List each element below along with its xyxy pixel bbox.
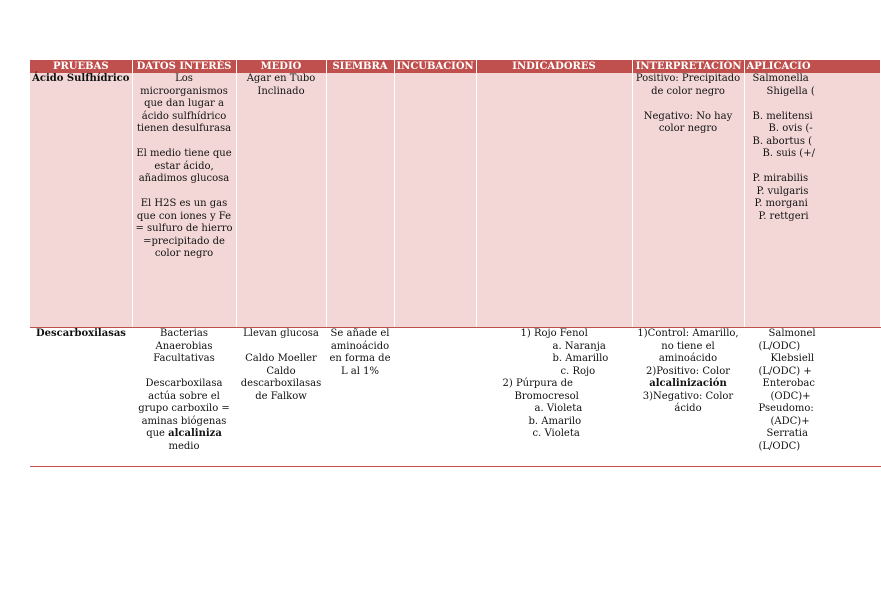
medio-line: Caldo descarboxilasas de Falkow (240, 365, 322, 402)
indicador-line: a. Violeta (534, 403, 583, 414)
indicador-line: Bromocresol (514, 390, 579, 402)
datos-text: Descarboxilasa actúa sobre el grupo carboxilo = aminas biógenas que (138, 378, 230, 439)
header-pruebas: PRUEBAS (30, 60, 132, 73)
tests-table (30, 60, 881, 467)
header-siembra: SIEMBRA (326, 60, 394, 73)
datos-bold: alcaliniza (168, 428, 222, 439)
cell-siembra: Se añade el aminoácido en forma de L al 1% (326, 328, 394, 467)
header-medio: MEDIO (236, 60, 326, 73)
indicador-line: 1) Rojo Fenol (520, 328, 588, 339)
indicador-line: 2) Púrpura de (502, 378, 573, 389)
interpretacion-control: 1)Control: Amarillo, no tiene el aminoácido (637, 328, 739, 364)
cell-incubacion (394, 73, 476, 328)
indicador-line: b. Amarillo (552, 353, 609, 364)
interpretacion-positivo: Positivo: Precipitado de color negro (635, 73, 741, 97)
aplicacion-line: (ODC)+ (770, 390, 811, 402)
header-incubacion: INCUBACIÓN (394, 60, 476, 73)
datos-paragraph: Bacterias Anaerobias Facultativas (153, 328, 215, 364)
aplicacion-line: B. suis (+/ (762, 148, 815, 159)
cell-interpretacion (632, 73, 744, 328)
indicador-line: c. Rojo (560, 365, 596, 377)
cell-prueba: Descarboxilasas (30, 328, 132, 467)
interpretacion-positivo: 2)Positivo: Color (645, 365, 731, 377)
aplicacion-line: P. morgani (754, 198, 808, 209)
table-row (30, 328, 880, 467)
aplicacion-line: Shigella ( (766, 85, 815, 97)
aplicacion-line: B. ovis (- (768, 123, 813, 134)
cell-incubacion (394, 328, 476, 467)
medio-line: Llevan glucosa (243, 328, 319, 339)
aplicacion-line: B. melitensi (752, 110, 813, 122)
cell-datos (132, 328, 236, 467)
indicador-line: b. Amarilo (528, 415, 582, 427)
cell-indicadores (476, 73, 632, 328)
datos-paragraph: Los microorganismos que dan lugar a ácido sulfhídrico tienen desulfurasa (136, 73, 232, 134)
cell-aplicacion (744, 328, 880, 467)
aplicacion-line: (L/ODC) (758, 340, 801, 352)
aplicacion-line: Enterobac (762, 378, 815, 389)
cell-interpretacion (632, 328, 744, 467)
aplicacion-line: P. vulgaris (756, 185, 809, 197)
header-datos-interes: DATOS INTERÉS (132, 60, 236, 73)
aplicacion-line: (L/ODC) + (758, 365, 812, 377)
aplicacion-line: P. rettgeri (758, 210, 809, 222)
cell-medio (236, 328, 326, 467)
indicador-line: a. Naranja (552, 340, 606, 352)
cell-medio: Agar en Tubo Inclinado (236, 73, 326, 328)
aplicacion-line: (L/ODC) (758, 440, 801, 452)
aplicacion-line: P. mirabilis (752, 173, 809, 184)
datos-paragraph: El H2S es un gas que con iones y Fe = sulfuro de hierro =precipitado de color negro (135, 198, 233, 259)
aplicacion-line: Salmonella (752, 73, 809, 84)
tests-table-container (30, 60, 816, 467)
cell-indicadores (476, 328, 632, 467)
cell-siembra (326, 73, 394, 328)
aplicacion-line: Klebsiell (770, 353, 815, 364)
interpretacion-negativo: Negativo: No hay color negro (643, 110, 733, 134)
aplicacion-line: Serratia (766, 428, 808, 439)
indicador-line: c. Violeta (532, 428, 580, 439)
aplicacion-line: B. abortus ( (752, 135, 813, 147)
cell-prueba: Ácido Sulfhídrico (30, 73, 132, 328)
aplicacion-line: Pseudomo: (758, 403, 814, 414)
cell-aplicacion (744, 73, 880, 328)
table-row (30, 73, 880, 328)
interpretacion-positivo-bold: alcalinización (649, 378, 727, 389)
datos-text: medio (168, 440, 200, 452)
datos-paragraph: El medio tiene que estar ácido, añadimos glucosa (136, 148, 232, 184)
header-row (30, 60, 880, 73)
aplicacion-line: Salmonel (768, 328, 816, 339)
datos-paragraph (135, 378, 234, 453)
cell-datos (132, 73, 236, 328)
header-interpretacion: INTERPRETACIÓN (632, 60, 744, 73)
interpretacion-negativo: 3)Negativo: Color ácido (642, 390, 734, 414)
header-aplicacion: APLICACIO (744, 60, 880, 73)
medio-line: Caldo Moeller (245, 353, 317, 364)
header-indicadores: INDICADORES (476, 60, 632, 73)
aplicacion-line: (ADC)+ (770, 415, 810, 427)
